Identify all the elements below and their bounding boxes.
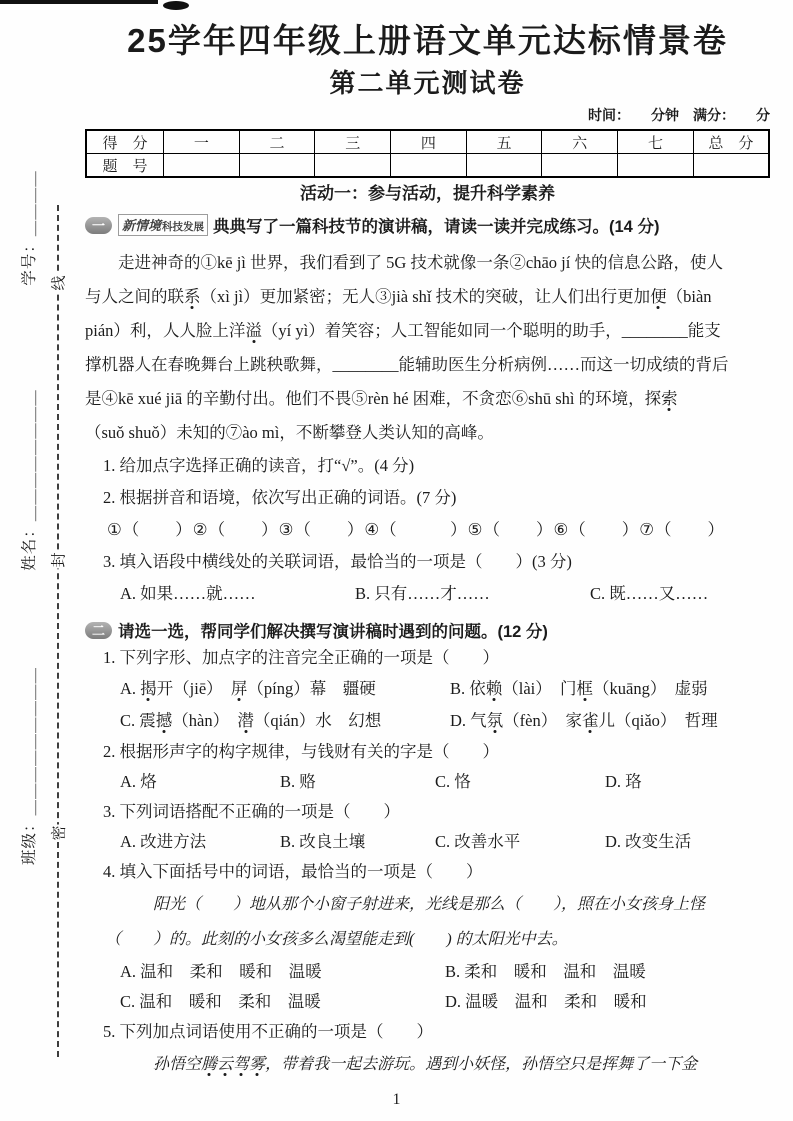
score-col-6: 六 [542,130,618,154]
name-field: 姓名：＿＿＿＿＿＿＿＿ [21,389,38,571]
option-d: D. 温暖 温和 柔和 暖和 [445,992,647,1011]
s2-q1-options-row-1 [85,673,770,705]
option-d: D. 珞 [605,772,642,791]
option-c: C. 既……又…… [590,584,709,603]
empty-cell [239,154,315,178]
section-2-intro: 请选一选，帮同学们解决撰写演讲稿时遇到的问题。(12 分) [118,623,548,641]
passage-line: 撑机器人在春晚舞台上跳秧歌舞，________能辅助医生分析病例……而这一切成绩的背后 [85,355,729,374]
section-1-intro: 典典写了一篇科技节的演讲稿，请读一读并完成练习。(14 分) [213,218,660,236]
option-b: B. 依赖（lài） 门框（kuāng） 虚弱 [450,679,708,698]
content-area [85,18,770,1082]
option-a: A. 温和 柔和 暖和 温暖 [120,962,322,981]
s2-q3-options [85,827,770,857]
seal-char-xian: 线 [45,274,72,291]
s1-q3-options [85,578,770,610]
activity-banner: 活动一：参与活动，提升科学素养 [300,184,555,203]
option-b: B. 改良土壤 [280,832,366,851]
s2-question-3: 3. 下列词语搭配不正确的一项是（ ） [103,802,400,821]
option-d: D. 改变生活 [605,832,692,851]
passage-line: （ ）的。此刻的小女孩多么渴望能走到( ) 的太阳光中去。 [105,931,568,948]
scan-artifact-bar [0,0,158,4]
score-col-3: 三 [315,130,391,154]
s2-q4-options-row-2 [85,987,770,1017]
passage-line: 阳光（ ）地从那个小窗子射进来，光线是那么（ ），照在小女孩身上怪 [153,896,706,913]
option-a: A. 揭开（jiē） 屏（píng）幕 疆硬 [120,679,376,698]
score-table [85,129,770,178]
score-col-7: 七 [618,130,694,154]
seal-char-mi: 密 [45,824,72,841]
option-b: B. 赂 [280,772,316,791]
score-table-row-1 [86,130,769,154]
s2-q4-options-row-1 [85,957,770,987]
passage-line: pián）利，人人脸上洋溢（yí yì）着笑容；人工智能如同一个聪明的助手，________能支 [85,321,721,340]
score-col-total: 总 分 [693,130,769,154]
option-c: C. 温和 暖和 柔和 温暖 [120,992,321,1011]
section-1-badge: 一 [85,217,112,234]
exam-info: 时间： 分钟 满分： 分 [588,107,770,123]
option-a: A. 烙 [120,772,157,791]
empty-cell [466,154,542,178]
page-number: 1 [392,1091,401,1108]
option-c: C. 震撼（hàn） 潜（qián）水 幻想 [120,711,382,730]
s1-q2-answer-blanks: ①（ ）②（ ）③（ ）④（ ）⑤（ ）⑥（ ）⑦（ ） [107,520,726,539]
s1-question-1: 1. 给加点字选择正确的读音，打“√”。(4 分) [103,456,415,475]
option-b: B. 柔和 暖和 温和 温暖 [445,962,646,981]
s1-question-3: 3. 填入语段中横线处的关联词语，最恰当的一项是（ ）(3 分) [103,552,572,571]
seal-dashed-line [57,205,59,1057]
score-label-cell: 得 分 [86,130,164,154]
section-2-header [85,617,770,643]
scan-artifact-blob [163,1,189,10]
option-c: C. 恪 [435,772,471,791]
tag-sub-label: 科技发展 [162,221,205,233]
s2-q4-passage [85,887,770,957]
option-b: B. 只有……才…… [355,584,490,603]
option-d: D. 气氛（fèn） 家雀儿（qiǎo） 哲理 [450,711,718,730]
option-a: A. 改进方法 [120,832,207,851]
option-a: A. 如果……就…… [120,584,256,603]
empty-cell [315,154,391,178]
empty-cell [164,154,240,178]
s2-question-2: 2. 根据形声字的构字规律，与钱财有关的字是（ ） [103,742,499,761]
student-id-field: 学号：＿＿＿＿ [21,170,38,286]
s2-question-1: 1. 下列字形、加点字的注音完全正确的一项是（ ） [103,648,499,667]
score-table-row-2 [86,154,769,178]
section-1-header [85,212,770,238]
section-2-badge: 二 [85,622,112,639]
passage-line: 孙悟空腾云驾雾，带着我一起去游玩。遇到小妖怪，孙悟空只是挥舞了一下金 [153,1056,698,1073]
empty-cell [693,154,769,178]
score-col-2: 二 [239,130,315,154]
question-number-label-cell: 题 号 [86,154,164,178]
s2-q2-options [85,767,770,797]
empty-cell [618,154,694,178]
reading-passage [85,246,770,450]
s2-q1-options-row-2 [85,705,770,737]
s2-q5-passage [85,1047,770,1082]
passage-line: 是④kē xué jiā 的辛勤付出。他们不畏⑤rèn hé 困难，不贪恋⑥shū shì 的环境，探索 [85,389,678,408]
score-col-4: 四 [391,130,467,154]
s1-question-2: 2. 根据拼音和语境，依次写出正确的词语。(7 分) [103,488,457,507]
score-col-1: 一 [164,130,240,154]
class-field: 班级：＿＿＿＿＿＿＿＿＿ [21,666,38,866]
passage-line: 走进神奇的①kē jì 世界，我们看到了 5G 技术就像一条②chāo jí 快的信息公路，使人 [118,253,723,272]
empty-cell [391,154,467,178]
option-c: C. 改善水平 [435,832,521,851]
paper-title: 25学年四年级上册语文单元达标情景卷 [127,22,728,59]
new-context-tag [118,214,208,236]
paper-subtitle: 第二单元测试卷 [329,68,526,98]
seal-char-feng: 封 [45,551,72,568]
score-col-5: 五 [466,130,542,154]
passage-line: 与人之间的联系（xì jì）更加紧密；无人③jià shǐ 技术的突破，让人们出行更加便（biàn [85,287,712,306]
s2-question-4: 4. 填入下面括号中的词语，最恰当的一项是（ ） [103,862,483,881]
tag-main-label: 新情境 [122,218,162,233]
passage-line: （suǒ shuǒ）未知的⑦ào mì，不断攀登人类认知的高峰。 [85,423,494,442]
s2-question-5: 5. 下列加点词语使用不正确的一项是（ ） [103,1022,433,1041]
empty-cell [542,154,618,178]
